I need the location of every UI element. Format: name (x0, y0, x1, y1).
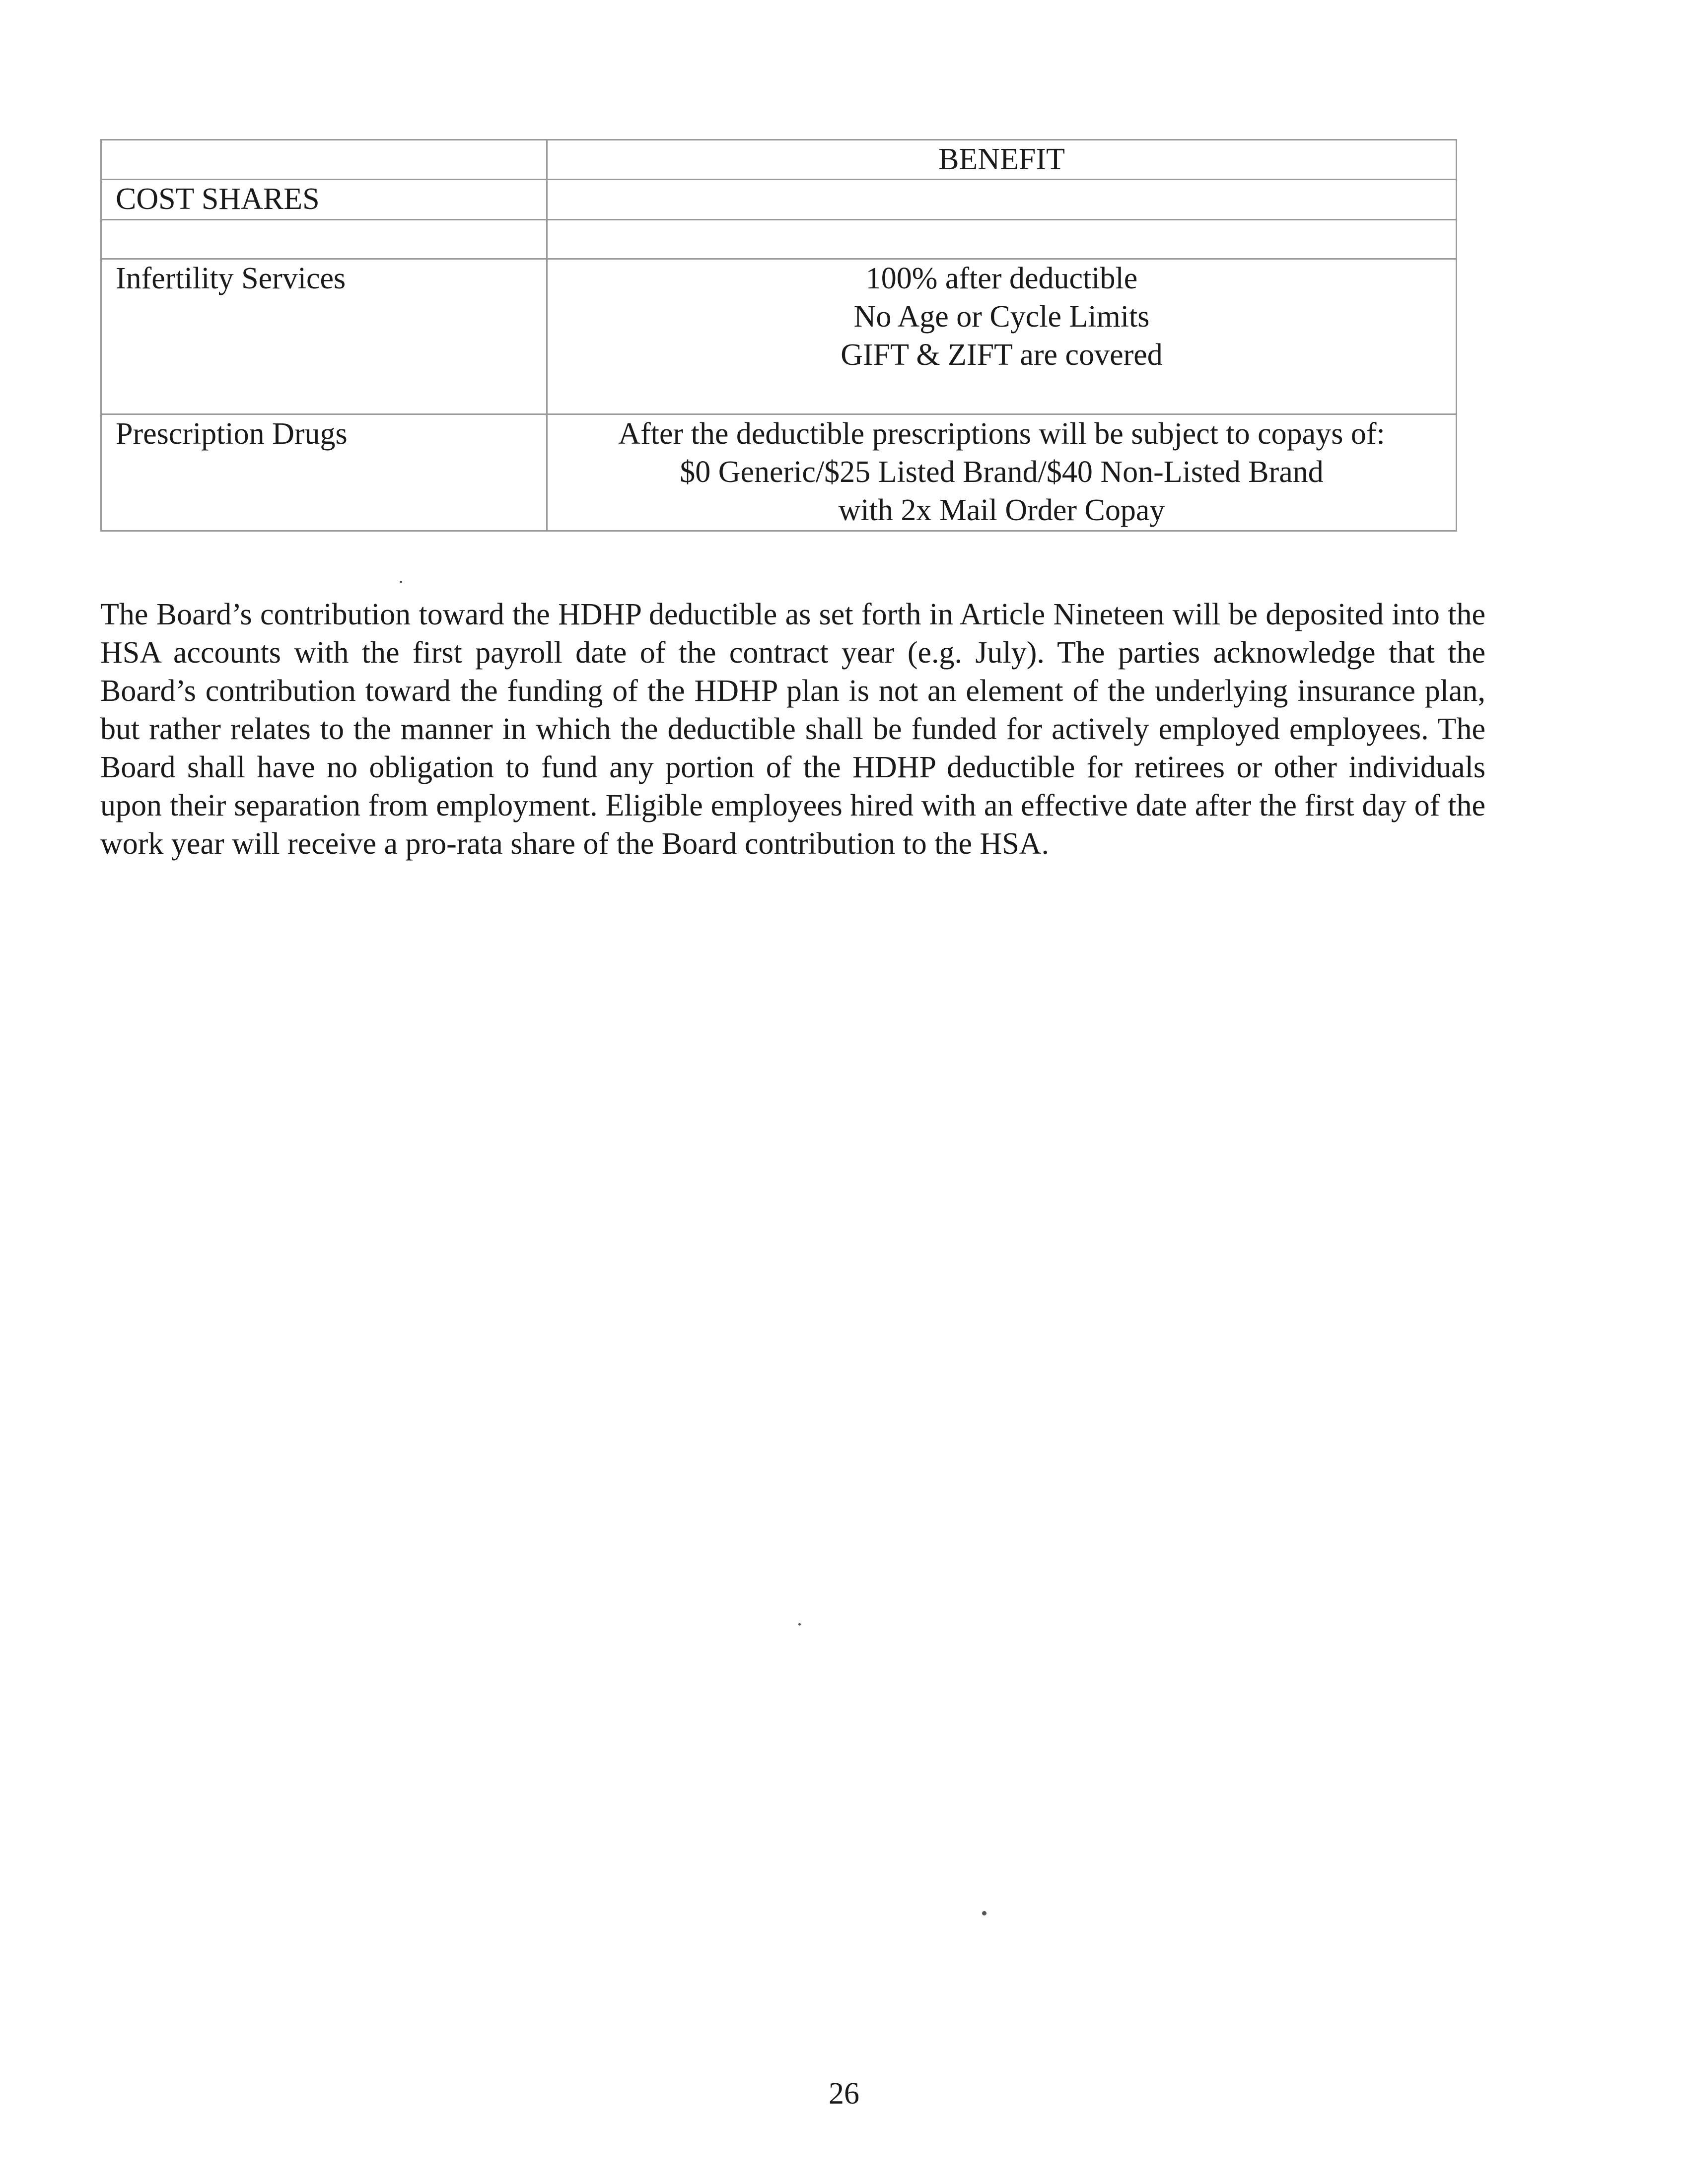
row-label: Infertility Services (116, 262, 346, 295)
table-spacer-cell (547, 220, 1457, 259)
table-header-row (101, 140, 1457, 180)
benefit-header: BENEFIT (938, 142, 1065, 176)
body-paragraph: The Board’s contribution toward the HDHP deductible as set forth in Article Nineteen will be deposited into the HSA accounts with the first payroll date of the contract year (e.g. July). The parties acknowledge that the Board’s contribution toward the funding of the HDHP plan is not an element of the underlying insurance plan, but rather relates to the manner in which the deductible shall be funded for actively employed employees. The Board shall have no obligation to fund any portion of the HDHP deductible for retirees or other individuals upon their separation from employment. Eligible employees hired with an effective date after the first day of the work year will receive a pro-rata share of the Board contribution to the HSA. (100, 598, 1485, 861)
benefit-line: 100% after deductible (865, 262, 1138, 295)
table-spacer-cell (101, 220, 547, 259)
benefit-line: No Age or Cycle Limits (853, 300, 1150, 334)
scan-speck (798, 1623, 801, 1626)
table-header-cost-cell (101, 180, 547, 220)
cost-shares-header: COST SHARES (116, 182, 320, 216)
table-spacer-row (101, 220, 1457, 259)
table-header-right-cell (547, 180, 1457, 220)
table-row (101, 259, 1457, 414)
table-header-benefit-cell (547, 140, 1457, 180)
benefit-line: GIFT & ZIFT are covered (841, 338, 1163, 372)
benefits-table (100, 139, 1457, 532)
benefit-line: with 2x Mail Order Copay (838, 493, 1165, 527)
row-label: Prescription Drugs (116, 417, 348, 451)
table-header-left-cell (101, 140, 547, 180)
table-header-row (101, 180, 1457, 220)
row-label-cell (101, 414, 547, 531)
benefit-line: After the deductible prescriptions will be subject to copays of: (618, 417, 1385, 451)
page-number: 26 (829, 2077, 859, 2111)
scan-speck (982, 1911, 986, 1915)
table-row (101, 414, 1457, 531)
row-benefit-cell (547, 414, 1457, 531)
benefit-line: $0 Generic/$25 Listed Brand/$40 Non-Listed Brand (680, 455, 1324, 489)
row-benefit-cell (547, 259, 1457, 414)
scan-speck (400, 581, 402, 583)
row-label-cell (101, 259, 547, 414)
